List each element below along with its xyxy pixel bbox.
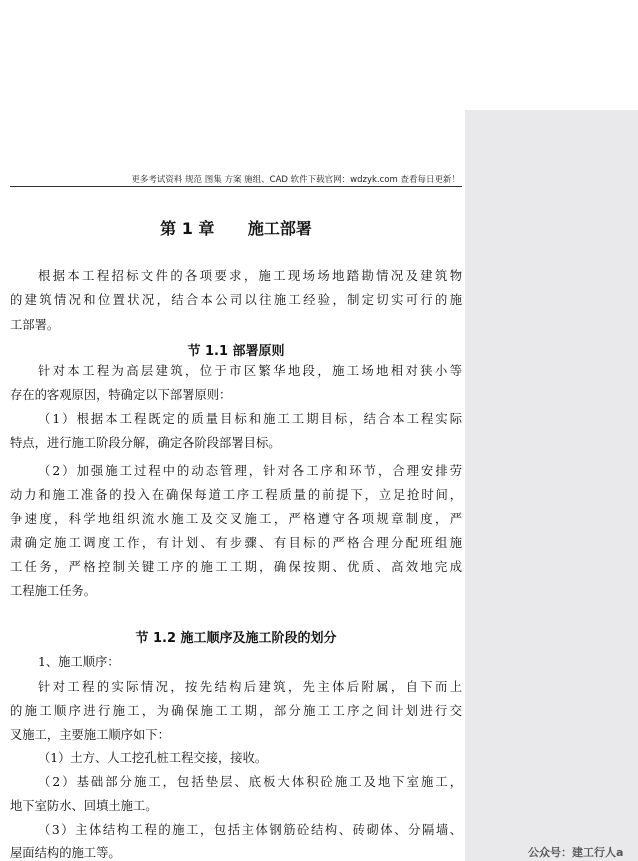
intro-line: 工部署。 [10,318,60,332]
right-gray-panel [465,110,638,861]
chapter-title: 第 1 章 施工部署 [160,219,312,238]
intro-line: 的建筑情况和位置状况，结合本公司以往施工经验，制定切实可行的施 [10,293,462,307]
section-title-1-2: 节 1.2 施工顺序及施工阶段的划分 [135,631,337,646]
header-rule [10,186,462,187]
paragraph-line: 针对工程的实际情况，按先结构后建筑，先主体后附属，自下而上 [38,680,462,694]
paragraph-line: 叉施工，主要施工顺序如下： [10,728,170,742]
paragraph-line: （1）根据本工程既定的质量目标和施工工期目标，结合本工程实际 [38,412,462,426]
sequence-item: 地下室防水、回填土施工。 [10,799,158,813]
section-title-1-1: 节 1.1 部署原则 [187,344,285,359]
item-heading: 1、施工顺序： [38,655,120,669]
page-header-note: 更多考试资料 规范 图集 方案 施组、CAD 软件下载官网：wdzyk.com 查看每日更新！ [131,175,460,185]
paragraph-line: 的施工顺序进行施工，为确保施工工期，部分施工工序之间计划进行交 [10,704,462,718]
paragraph-line: 特点，进行施工阶段分解，确定各阶段部署目标。 [10,436,281,450]
intro-line: 根据本工程招标文件的各项要求，施工现场场地踏勘情况及建筑物 [38,269,462,283]
sequence-item: （1）土方、人工挖孔桩工程交接，接收。 [38,751,268,765]
paragraph-line: 针对本工程为高层建筑，位于市区繁华地段，施工场地相对狭小等 [38,364,462,378]
sequence-item: （3）主体结构工程的施工，包括主体钢筋砼结构、砖砌体、分隔墙、 [38,823,462,837]
paragraph-line: 肃确定施工调度工作，有计划、有步骤、有目标的严格合理分配班组施 [10,536,462,550]
paragraph-line: （2）加强施工过程中的动态管理，针对各工序和环节，合理安排劳 [38,464,462,478]
sequence-item: 屋面结构的施工等。 [10,846,121,860]
paragraph-line: 争速度，科学地组织流水施工及交叉施工，严格遵守各项规章制度，严 [10,512,462,526]
paragraph-line: 动力和施工准备的投入在确保每道工序工程质量的前提下，立足抢时间， [10,488,462,502]
sequence-item: （2）基础部分施工，包括垫层、底板大体积砼施工及地下室施工， [38,775,462,789]
paragraph-line: 工程施工任务。 [10,584,97,598]
paragraph-line: 工任务，严格控制关键工序的施工工期，确保按期、优质、高效地完成 [10,560,462,574]
paragraph-line: 存在的客观原因，特确定以下部署原则： [10,388,232,402]
watermark-text: 公众号：建工行人a [528,846,624,859]
